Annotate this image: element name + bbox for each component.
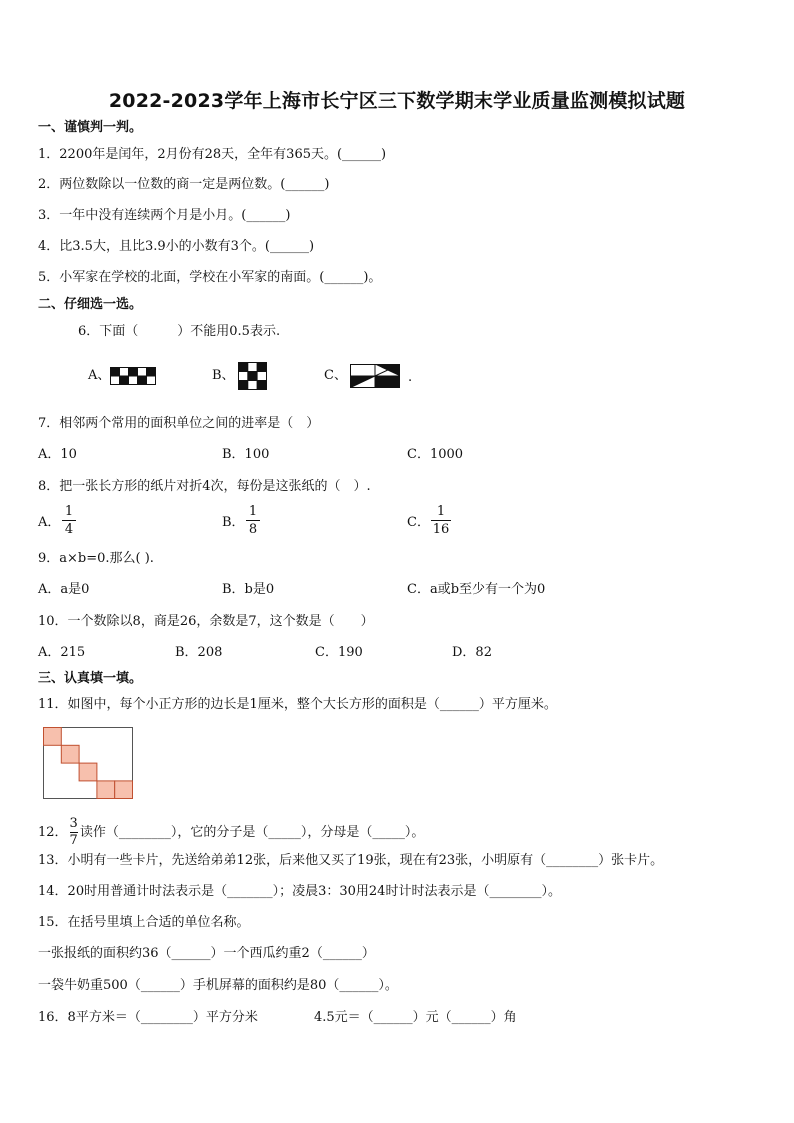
- q10-option-c: C．190: [315, 645, 363, 660]
- q15-line-2: 一袋牛奶重500（______）手机屏幕的面积约是80（______）。: [38, 978, 398, 993]
- q10-option-d: D．82: [452, 645, 492, 660]
- question-9: 9．a×b=0.那么( ).: [38, 551, 154, 566]
- question-5: 5．小军家在学校的北面，学校在小军家的南面。(______)。: [38, 270, 382, 285]
- q9-option-b: B．b是0: [222, 582, 275, 597]
- page-title: 2022-2023学年上海市长宁区三下数学期末学业质量监测模拟试题: [108, 90, 686, 112]
- question-12: [38, 817, 424, 848]
- question-14: 14．20时用普通计时法表示是（_______）；凌晨3：30用24时计时法表示是（________）。: [38, 884, 561, 899]
- question-8: 8．把一张长方形的纸片对折4次，每份是这张纸的（ ）.: [38, 479, 371, 494]
- q10-option-a: A．215: [38, 645, 86, 660]
- q8-option-b-fraction: [246, 504, 260, 537]
- question-2: 2．两位数除以一位数的商一定是两位数。(______): [38, 177, 330, 192]
- q6-option-a-label: A、: [88, 368, 111, 383]
- question-15: 15．在括号里填上合适的单位名称。: [38, 915, 250, 930]
- question-16-part-a: 16．8平方米＝（________）平方分米: [38, 1010, 258, 1025]
- question-1: 1．2200年是闰年，2月份有28天，全年有365天。(______): [38, 147, 387, 162]
- q8-option-a-label: A．: [38, 515, 61, 530]
- question-16-part-b: 4.5元＝（______）元（______）角: [314, 1010, 517, 1025]
- q11-rectangle-figure: [43, 727, 133, 799]
- q8-option-c-fraction: [431, 504, 451, 537]
- q8-option-c-label: C．: [407, 515, 430, 530]
- q7-option-a: A．10: [38, 447, 77, 462]
- question-7: 7．相邻两个常用的面积单位之间的进率是（ ）: [38, 416, 320, 431]
- question-3: 3．一年中没有连续两个月是小月。(______): [38, 208, 291, 223]
- q6-end-period: .: [408, 370, 413, 385]
- q8-b-numerator: 1: [248, 504, 258, 519]
- q8-c-numerator: 1: [436, 504, 446, 519]
- q9-option-c: C．a或b至少有一个为0: [407, 582, 546, 597]
- q6-option-b-label: B、: [212, 368, 235, 383]
- q8-c-denominator: 16: [432, 522, 450, 537]
- q6-option-c-figure: [350, 364, 400, 388]
- question-11: 11．如图中，每个小正方形的边长是1厘米，整个大长方形的面积是（______）平方厘米。: [38, 697, 557, 712]
- q15-line-1: 一张报纸的面积约36（______）一个西瓜约重2（______）: [38, 946, 375, 961]
- question-4: 4．比3.5大，且比3.9小的小数有3个。(______): [38, 239, 315, 254]
- q6-option-a-figure: [110, 367, 156, 385]
- section-1-heading: 一、谨慎判一判。: [38, 120, 143, 135]
- q9-option-a: A．a是0: [38, 582, 90, 597]
- question-10: 10．一个数除以8，商是26，余数是7，这个数是（ ）: [38, 614, 374, 629]
- q6-option-b-figure: [238, 362, 267, 390]
- question-6: 6．下面（ ）不能用0.5表示.: [78, 324, 281, 339]
- q12-numerator: 3: [69, 816, 78, 831]
- q10-option-b: B．208: [175, 645, 223, 660]
- q7-option-b: B．100: [222, 447, 270, 462]
- q8-b-denominator: 8: [248, 522, 258, 537]
- section-3-heading: 三、认真填一填。: [38, 671, 143, 686]
- q6-option-c-label: C、: [324, 368, 347, 383]
- q8-a-numerator: 1: [64, 504, 74, 519]
- q8-a-denominator: 4: [64, 522, 74, 537]
- q8-option-b-label: B．: [222, 515, 245, 530]
- q12-fraction: [70, 817, 78, 848]
- q7-option-c: C．1000: [407, 447, 464, 462]
- q8-option-a-fraction: [62, 504, 76, 537]
- section-2-heading: 二、仔细选一选。: [38, 297, 143, 312]
- q12-denominator: 7: [69, 833, 78, 848]
- q12-number: 12．: [38, 825, 68, 840]
- q12-text: 读作（________），它的分子是（_____），分母是（_____）。: [79, 825, 425, 840]
- question-13: 13．小明有一些卡片，先送给弟弟12张，后来他又买了19张，现在有23张，小明原有（________）张卡片。: [38, 853, 664, 868]
